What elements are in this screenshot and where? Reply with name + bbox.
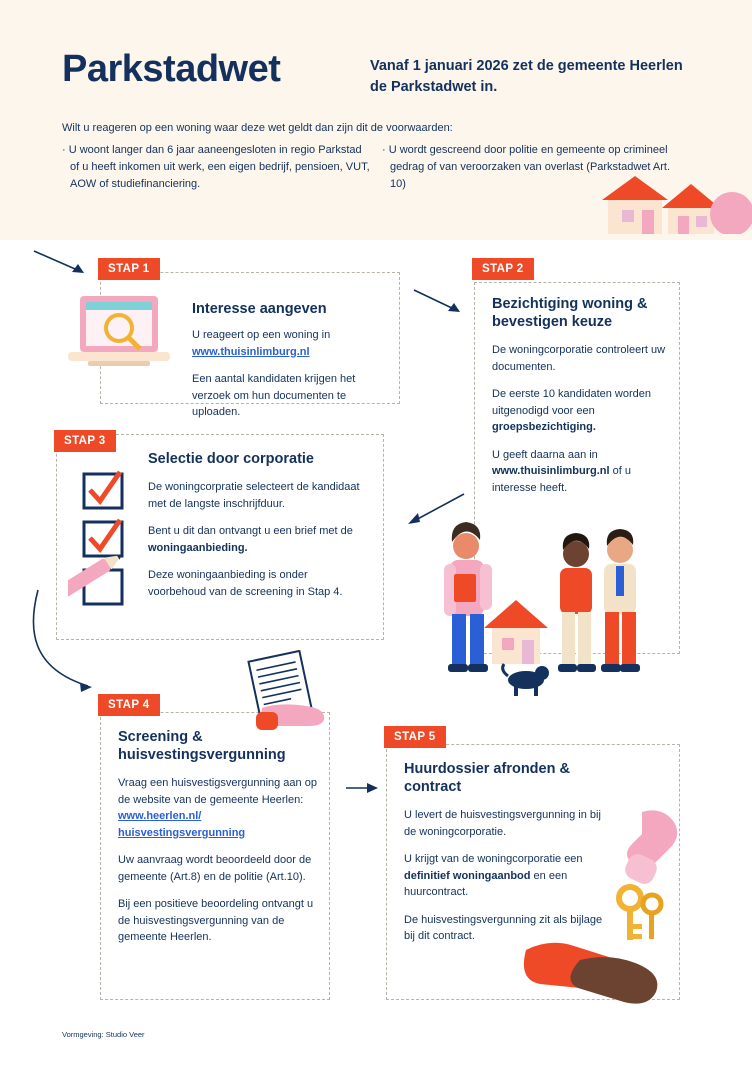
- step-3-badge: STAP 3: [54, 430, 116, 452]
- step-5-p2-post: en een huurcontract.: [404, 869, 568, 899]
- step-3-paragraph-3: Deze woningaanbieding is onder voorbehoud van de screening in Stap 4.: [148, 569, 343, 598]
- step-3-paragraph-2: [148, 523, 366, 556]
- step-2-p3-post: of u interesse heeft.: [492, 465, 631, 494]
- step-4-paragraph-1: [118, 775, 318, 841]
- header-subtitle: Vanaf 1 januari 2026 zet de gemeente Heerlen de Parkstadwet in.: [370, 58, 683, 96]
- houses-illustration: [592, 170, 752, 240]
- page-title: Parkstadwet: [62, 48, 281, 90]
- step-2-paragraph-2: [492, 386, 668, 436]
- step-3-title: Selectie door corporatie: [148, 451, 314, 467]
- key-handover-illustration: [520, 800, 700, 1005]
- condition-right-text: · U wordt gescreend door politie en gemeente op crimineel gedrag of van veroorzaken van overlast (Parkstadwet Art. 10): [382, 144, 671, 191]
- step-2-paragraph-1: De woningcorporatie controleert uw documenten.: [492, 344, 666, 373]
- step-5-paragraph-1: U levert de huisvestingsvergunning in bij de woningcorporatie.: [404, 809, 601, 838]
- laptop-illustration: [64, 288, 174, 388]
- condition-left-text: · U woont langer dan 6 jaar aaneengesloten in regio Parkstad of u heeft inkomen uit werk, een eigen bedrijf, pensioen, VUT, AOW of studiefinanciering.: [62, 144, 370, 191]
- step-2-badge: STAP 2: [472, 258, 534, 280]
- arrow-step1-to-step2: [412, 286, 470, 318]
- step-3-paragraph-1: De woningcorpratie selecteert de kandidaat met de langste inschrijfduur.: [148, 481, 360, 510]
- step-3-p2-pre: Bent u dit dan ontvangt u een brief met de: [148, 525, 353, 538]
- step-1-p1-pre: U reageert op een woning in: [192, 329, 331, 342]
- condition-left: [62, 142, 372, 193]
- step-5-p2-pre: U krijgt van de woningcorporatie een: [404, 853, 583, 866]
- step-1-paragraph-1: [192, 327, 392, 360]
- step-2-content: [492, 295, 668, 496]
- step-1-title: Interesse aangeven: [192, 301, 327, 317]
- header-banner: [0, 0, 752, 240]
- step-4-paragraph-3: Bij een positieve beoordeling ontvangt u de huisvestingsvergunning van de gemeente Heerlen.: [118, 898, 314, 944]
- step-1-paragraph-2: Een aantal kandidaten krijgen het verzoek om hun documenten te uploaden.: [192, 373, 356, 419]
- arrow-step4-to-step5: [344, 778, 388, 804]
- step-5-badge: STAP 5: [384, 726, 446, 748]
- arrow-step2-to-step3: [396, 490, 466, 534]
- arrow-into-step-1: [32, 248, 92, 278]
- document-hand-illustration: [240, 650, 350, 732]
- arrow-step3-to-step4: [26, 588, 106, 708]
- step-3-content: [148, 450, 366, 600]
- step-4-paragraph-2: Uw aanvraag wordt beoordeeld door de gemeente (Art.8) en de politie (Art.10).: [118, 854, 312, 883]
- step-2-p3-pre: U geeft daarna aan in: [492, 448, 598, 461]
- step-2-paragraph-3: [492, 447, 668, 497]
- step-2-title: Bezichtiging woning & bevestigen keuze: [492, 296, 648, 331]
- step-2-p3-bold: www.thuisinlimburg.nl: [492, 465, 610, 478]
- designer-credit: Vormgeving: Studio Veer: [62, 1030, 145, 1039]
- people-illustration: [430, 508, 680, 713]
- heerlen-huisvestingsvergunning-link[interactable]: www.heerlen.nl/ huisvestingsvergunning: [118, 810, 246, 839]
- step-1-content: [192, 300, 392, 421]
- step-1-badge: STAP 1: [98, 258, 160, 280]
- step-4-title: Screening & huisvestingsvergunning: [118, 729, 286, 764]
- step-2-p2-bold: groepsbezichtiging.: [492, 421, 596, 434]
- step-4-badge: STAP 4: [98, 694, 160, 716]
- thuisinlimburg-link-step1[interactable]: www.thuisinlimburg.nl: [192, 345, 310, 358]
- step-3-p2-bold: woningaanbieding.: [148, 541, 248, 554]
- step-5-title: Huurdossier afronden & contract: [404, 761, 570, 796]
- step-5-paragraph-3: De huisvestingsvergunning zit als bijlage bij dit contract.: [404, 913, 603, 943]
- step-4-p1-pre: Vraag een huisvestigsvergunning aan op de website van de gemeente Heerlen:: [118, 777, 317, 806]
- step-5-p2-bold: definitief woningaanbod: [404, 869, 531, 882]
- step-4-content: [118, 728, 318, 946]
- step-2-p2-pre: De eerste 10 kandidaten worden uitgenodigd voor een: [492, 388, 651, 417]
- header-intro: Wilt u reageren op een woning waar deze wet geldt dan zijn dit de voorwaarden:: [62, 122, 453, 134]
